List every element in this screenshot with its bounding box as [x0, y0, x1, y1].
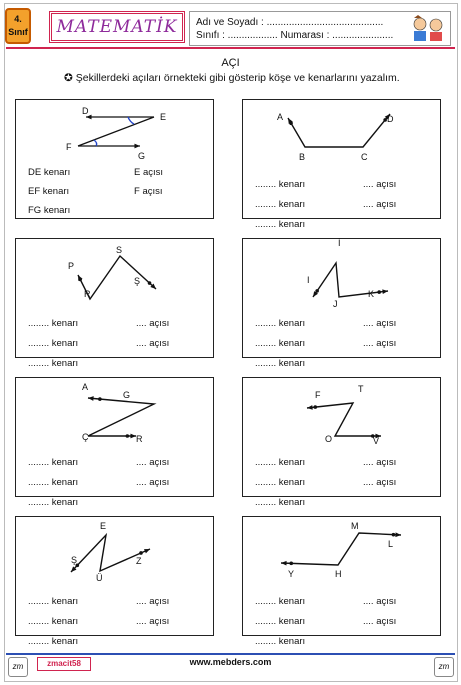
- point-label: L: [388, 539, 394, 549]
- point-dot: [148, 281, 152, 285]
- side-blank[interactable]: ........ kenarı: [28, 318, 79, 329]
- point-dot: [377, 290, 381, 294]
- angle-arc-E: [128, 117, 134, 124]
- exercise-panel-3: [242, 238, 441, 369]
- point-label: S: [116, 245, 123, 255]
- side-blank[interactable]: ........ kenarı: [28, 497, 79, 508]
- side-blank[interactable]: ........ kenarı: [28, 477, 79, 488]
- point-dot: [289, 121, 293, 125]
- kids-icon: [408, 14, 448, 44]
- angle-path: [281, 533, 401, 565]
- angle-blank[interactable]: .... açısı: [363, 318, 397, 329]
- side-blank[interactable]: ........ kenarı: [255, 457, 306, 468]
- exercise-panel-6: [15, 516, 214, 647]
- point-label: J: [333, 299, 338, 309]
- point-dot: [392, 533, 396, 537]
- point-dot: [313, 405, 317, 409]
- author-tag: zmacit58: [37, 657, 91, 671]
- point-label: F: [315, 390, 321, 400]
- angle-answer: E açısı: [134, 167, 164, 178]
- point-dot: [78, 278, 82, 282]
- angle-blank[interactable]: .... açısı: [363, 338, 397, 349]
- side-blank[interactable]: ........ kenarı: [28, 457, 79, 468]
- point-dot: [289, 562, 293, 566]
- point-label: A: [277, 112, 284, 122]
- point-dot: [126, 434, 130, 438]
- logo-left: zm: [8, 657, 28, 677]
- side-answer: DE kenarı: [28, 167, 71, 178]
- point-label: B: [299, 152, 306, 162]
- angle-answer: F açısı: [134, 186, 163, 197]
- angle-path: [71, 535, 150, 572]
- angle-path: [288, 114, 390, 147]
- point-dot: [139, 551, 143, 555]
- side-answer: EF kenarı: [28, 186, 70, 197]
- point-label: Ş: [71, 555, 78, 565]
- exercise-panel-1: [242, 99, 441, 230]
- student-info: Adı ve Soyadı : .......................................... Sınıfı : .................. Numarası : ......................: [189, 11, 451, 46]
- point-label: R: [84, 289, 91, 299]
- side-blank[interactable]: ........ kenarı: [255, 636, 306, 647]
- side-blank[interactable]: ........ kenarı: [255, 616, 306, 627]
- example-panel: [15, 99, 214, 219]
- angle-blank[interactable]: .... açısı: [363, 179, 397, 190]
- angle-blank[interactable]: .... açısı: [363, 477, 397, 488]
- instruction: ✪ Şekillerdeki açıları örnekteki gibi gösterip köşe ve kenarlarını yazalım.: [64, 72, 400, 84]
- side-blank[interactable]: ........ kenarı: [255, 219, 306, 230]
- subject-title: MATEMATİK: [49, 11, 185, 43]
- angle-path: [307, 403, 381, 436]
- point-label: D: [82, 106, 89, 116]
- grade-badge: 4. Sınıf: [5, 8, 31, 44]
- point-label: Ü: [96, 573, 103, 583]
- side-blank[interactable]: ........ kenarı: [28, 338, 79, 349]
- angle-blank[interactable]: .... açısı: [136, 457, 170, 468]
- header-divider: [6, 47, 455, 49]
- point-label: G: [138, 151, 146, 161]
- angle-figure: [243, 378, 442, 458]
- angle-figure: [16, 378, 215, 458]
- angle-figure: [16, 517, 215, 597]
- point-label: R: [136, 434, 143, 444]
- arrowhead: [395, 532, 401, 537]
- side-blank[interactable]: ........ kenarı: [255, 179, 306, 190]
- angle-blank[interactable]: .... açısı: [363, 596, 397, 607]
- angle-figure: [243, 100, 442, 180]
- side-blank[interactable]: ........ kenarı: [255, 338, 306, 349]
- side-blank[interactable]: ........ kenarı: [255, 358, 306, 369]
- point-label: Y: [288, 569, 295, 579]
- bullet-icon: ✪: [64, 72, 73, 84]
- angle-blank[interactable]: .... açısı: [136, 318, 170, 329]
- side-blank[interactable]: ........ kenarı: [28, 358, 79, 369]
- point-label: H: [335, 569, 342, 579]
- point-label: K: [368, 289, 375, 299]
- point-label: İ: [338, 238, 341, 248]
- angle-blank[interactable]: .... açısı: [136, 616, 170, 627]
- side-blank[interactable]: ........ kenarı: [255, 596, 306, 607]
- angle-blank[interactable]: .... açısı: [136, 338, 170, 349]
- exercise-panel-7: [242, 516, 441, 647]
- point-label: E: [100, 521, 107, 531]
- point-label: D: [387, 114, 394, 124]
- point-label: A: [82, 382, 89, 392]
- side-blank[interactable]: ........ kenarı: [255, 199, 306, 210]
- point-label: F: [66, 142, 72, 152]
- point-dot: [315, 289, 319, 293]
- angle-blank[interactable]: .... açısı: [363, 199, 397, 210]
- arrowhead: [281, 561, 287, 566]
- exercise-panel-5: [242, 377, 441, 508]
- angle-blank[interactable]: .... açısı: [363, 457, 397, 468]
- side-answer: FG kenarı: [28, 205, 71, 216]
- side-blank[interactable]: ........ kenarı: [28, 636, 79, 647]
- point-label: V: [373, 436, 380, 446]
- point-label: O: [325, 434, 333, 444]
- point-label: Ş: [134, 276, 141, 286]
- exercise-panel-4: [15, 377, 214, 508]
- arrowhead: [134, 144, 140, 149]
- point-dot: [98, 397, 102, 401]
- point-label: E: [160, 112, 167, 122]
- edge-EF: [78, 117, 154, 146]
- point-label: P: [68, 261, 75, 271]
- point-label: G: [123, 390, 131, 400]
- angle-blank[interactable]: .... açısı: [363, 616, 397, 627]
- logo-right: zm: [434, 657, 454, 677]
- side-blank[interactable]: ........ kenarı: [28, 616, 79, 627]
- point-label: Z: [136, 556, 142, 566]
- angle-figure: [243, 239, 442, 319]
- side-blank[interactable]: ........ kenarı: [255, 477, 306, 488]
- side-blank[interactable]: ........ kenarı: [28, 596, 79, 607]
- point-label: C: [361, 152, 368, 162]
- angle-path: [313, 263, 388, 297]
- point-label: Ç: [82, 432, 89, 442]
- angle-arc-F: [94, 140, 97, 146]
- angle-path: [88, 398, 154, 436]
- exercise-panel-2: [15, 238, 214, 369]
- side-blank[interactable]: ........ kenarı: [255, 497, 306, 508]
- angle-blank[interactable]: .... açısı: [136, 596, 170, 607]
- page-heading: AÇI: [221, 57, 240, 69]
- footer-divider: [6, 653, 455, 655]
- side-blank[interactable]: ........ kenarı: [255, 318, 306, 329]
- angle-blank[interactable]: .... açısı: [136, 477, 170, 488]
- point-label: M: [351, 521, 359, 531]
- angle-figure: [243, 517, 442, 597]
- footer-url[interactable]: www.mebders.com: [189, 657, 272, 667]
- point-label: T: [358, 384, 364, 394]
- point-label: I: [307, 275, 310, 285]
